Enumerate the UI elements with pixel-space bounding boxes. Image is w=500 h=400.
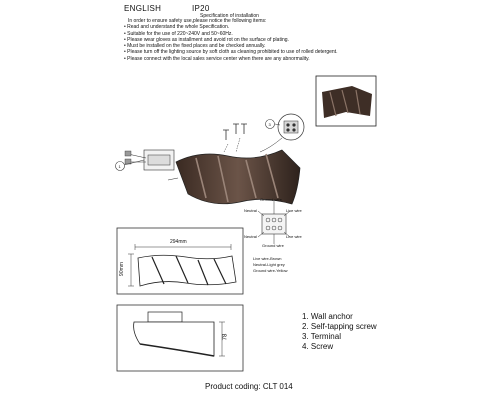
wiring-live-top: Live wire (286, 208, 302, 213)
parts-list (302, 312, 377, 352)
legend-item: Live wire-Brown (253, 256, 282, 261)
part-item: 3. Terminal (302, 332, 341, 341)
instruction-item: • Please wear gloves as installment and avoid rot on the surface of plating. (124, 36, 289, 43)
wall-mount-assembly (116, 150, 175, 171)
instruction-intro: In order to ensure safety use,please notice the following items: (128, 18, 267, 24)
part-item: 1. Wall anchor (302, 312, 353, 321)
wall-anchor-icon (125, 151, 131, 156)
screw-icons (223, 124, 247, 152)
callout-1-label: 1 (118, 163, 121, 169)
wiring-neutral-top: Neutral (244, 208, 257, 213)
terminal-block-detail (260, 114, 304, 152)
callout-3-label: 3 (268, 121, 271, 127)
instruction-item: • Must be installed on the fixed places and be checked annually. (124, 43, 266, 50)
wiring-live-bottom: Live wire (286, 234, 302, 239)
wire-color-legend (253, 256, 288, 274)
language-label: ENGLISH (124, 4, 162, 13)
dimension-depth: 78 (222, 333, 229, 341)
instruction-item: • Suitable for the use of 220~240V and 50~60Hz. (124, 30, 233, 37)
part-item: 2. Self-tapping screw (302, 322, 377, 331)
wiring-ground-bottom: Ground wire (262, 243, 284, 248)
ip-rating: IP20 (192, 4, 210, 13)
product-code: Product coding: CLT 014 (205, 382, 293, 391)
wiring-ground-top: Ground wire (260, 197, 282, 202)
legend-item: Ground wire-Yellow (253, 268, 288, 273)
legend-item: Neutral-Light grey (253, 262, 285, 267)
wiring-neutral-bottom: Neutral (244, 234, 257, 239)
dimension-height: 90mm (118, 262, 125, 276)
part-item: 4. Screw (302, 342, 334, 351)
front-elevation-drawing (117, 228, 243, 294)
dimension-width: 294mm (170, 239, 187, 245)
spec-title: Specification of installation (200, 13, 259, 19)
instruction-item: • Please connect with the local sales service center when there are any abnormality. (124, 55, 310, 62)
product-photo (316, 76, 376, 126)
instruction-item: • Please turn off the lighting source by soft cloth as cleaning prohibited to use of rolled detergent. (124, 49, 338, 56)
lamp-body (168, 150, 300, 204)
instruction-item: • Read and understand the whole Specification. (124, 24, 230, 31)
